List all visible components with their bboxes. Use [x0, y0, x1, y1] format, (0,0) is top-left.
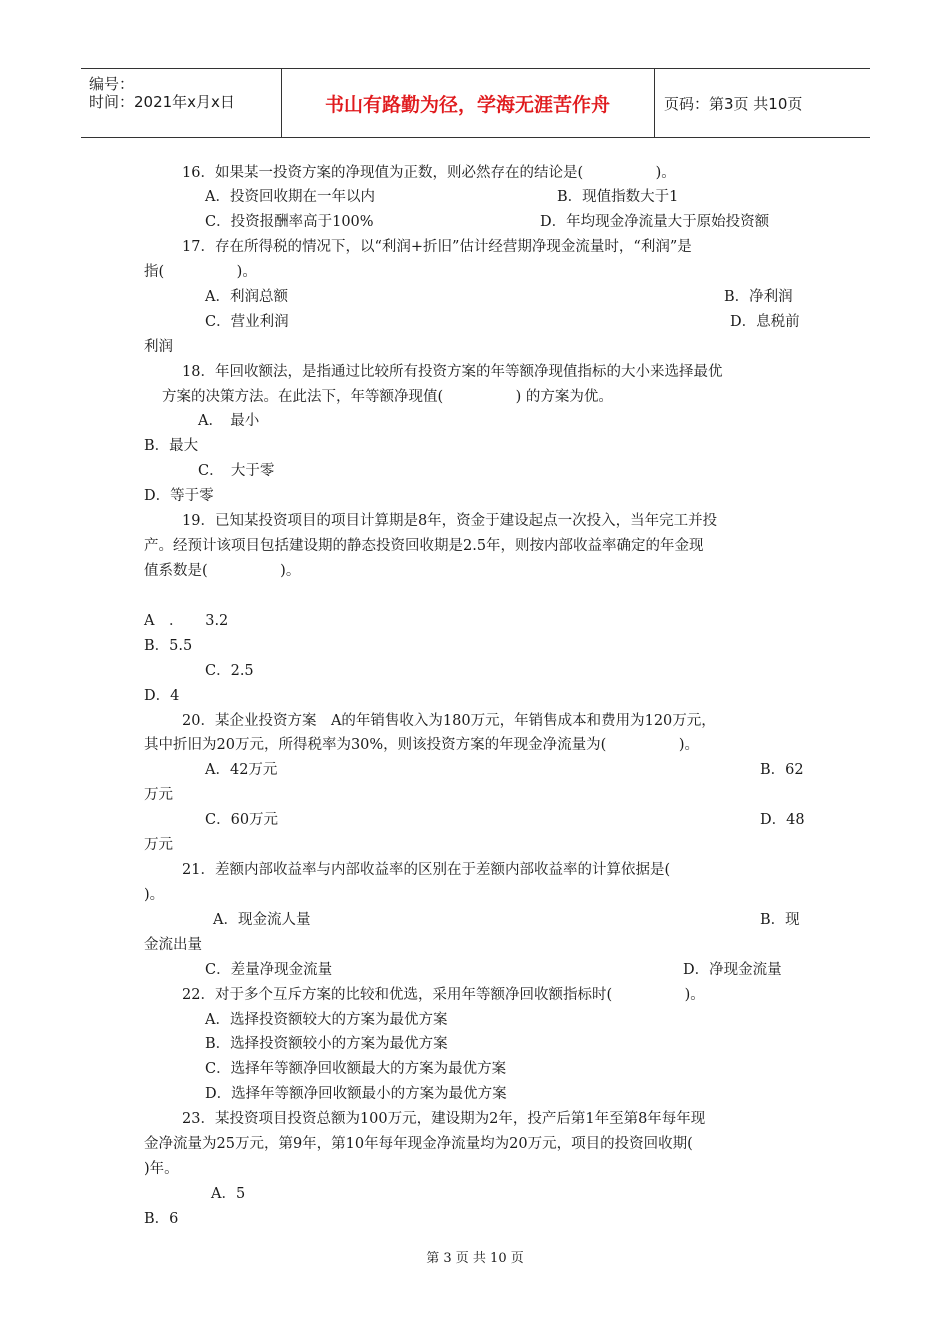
- question-23-cont1: 金净流量为25万元，第9年，第10年每年现金净流量均为20万元，项目的投资回收期(: [144, 1136, 693, 1152]
- question-18: 18．年回收额法，是指通过比较所有投资方案的年等额净现值指标的大小来选择最优: [182, 364, 723, 380]
- question-22: 22．对于多个互斥方案的比较和优选，采用年等额净回收额指标时( )。: [182, 987, 705, 1003]
- option-22a: A．选择投资额较大的方案为最优方案: [205, 1012, 448, 1028]
- option-23a: A．5: [211, 1186, 246, 1202]
- option-17d: D．息税前: [730, 314, 800, 330]
- option-21b: B．现: [760, 912, 800, 928]
- page-header: [81, 68, 870, 138]
- question-19-cont2: 值系数是( )。: [144, 563, 301, 579]
- option-16c: C．投资报酬率高于100%: [205, 214, 374, 230]
- question-21-cont: )。: [144, 887, 165, 903]
- option-19b: B．5.5: [144, 638, 193, 654]
- option-19d: D．4: [144, 688, 180, 704]
- option-21d: D．净现金流量: [683, 962, 782, 978]
- serial-label: 编号：: [89, 75, 135, 93]
- option-16b: B．现值指数大于1: [557, 189, 679, 205]
- option-18b: B．最大: [144, 438, 199, 454]
- option-23b: B．6: [144, 1211, 179, 1227]
- option-20b: B．62: [760, 762, 804, 778]
- option-18c: C． 大于零: [198, 463, 275, 479]
- question-16: 16．如果某一投资方案的净现值为正数，则必然存在的结论是( )。: [182, 165, 676, 181]
- question-23-cont2: )年。: [144, 1161, 179, 1177]
- option-19c: C．2.5: [205, 663, 254, 679]
- question-21: 21．差额内部收益率与内部收益率的区别在于差额内部收益率的计算依据是(: [182, 862, 671, 878]
- header-page-label: 页码：第3页 共10页: [664, 94, 803, 113]
- option-17d-cont: 利润: [144, 339, 173, 355]
- date-label: 时间：2021年x月x日: [89, 93, 235, 111]
- question-20-cont: 其中折旧为20万元，所得税率为30%，则该投资方案的年现金净流量为( )。: [144, 737, 699, 753]
- option-17a: A．利润总额: [205, 289, 288, 305]
- question-23: 23．某投资项目投资总额为100万元，建设期为2年，投产后第1年至第8年每年现: [182, 1111, 706, 1127]
- option-16d: D．年均现金净流量大于原始投资额: [540, 214, 770, 230]
- header-motto: 书山有路勤为径，学海无涯苦作舟: [281, 69, 655, 137]
- page-footer: [0, 1247, 950, 1266]
- option-18a: A． 最小: [198, 413, 260, 429]
- option-21a: A．现金流人量: [213, 912, 311, 928]
- header-left-cell: [81, 69, 282, 137]
- question-17-cont: 指( )。: [144, 264, 257, 280]
- option-22b: B．选择投资额较小的方案为最优方案: [205, 1036, 448, 1052]
- option-20c: C．60万元: [205, 812, 279, 828]
- option-20d-cont: 万元: [144, 837, 173, 853]
- footer-page-number: 第 3 页 共 10 页: [426, 1251, 524, 1266]
- option-22c: C．选择年等额净回收额最大的方案为最优方案: [205, 1061, 507, 1077]
- option-20b-cont: 万元: [144, 787, 173, 803]
- option-21c: C．差量净现金流量: [205, 962, 333, 978]
- option-17c: C．营业利润: [205, 314, 289, 330]
- option-16a: A．投资回收期在一年以内: [205, 189, 375, 205]
- option-20d: D．48: [760, 812, 805, 828]
- option-19a: A ． 3.2: [144, 613, 229, 629]
- option-20a: A．42万元: [205, 762, 278, 778]
- option-22d: D．选择年等额净回收额最小的方案为最优方案: [205, 1086, 507, 1102]
- question-20: 20．某企业投资方案 A的年销售收入为180万元，年销售成本和费用为120万元，: [182, 713, 716, 729]
- question-18-cont: 方案的决策方法。在此法下，年等额净现值( ) 的方案为优。: [162, 389, 613, 405]
- question-19-cont1: 产。经预计该项目包括建设期的静态投资回收期是2.5年，则按内部收益率确定的年金现: [144, 538, 704, 554]
- question-17: 17．存在所得税的情况下，以“利润+折旧”估计经营期净现金流量时，“利润”是: [182, 239, 692, 255]
- option-18d: D．等于零: [144, 488, 214, 504]
- question-19: 19．已知某投资项目的项目计算期是8年，资金于建设起点一次投入，当年完工并投: [182, 513, 718, 529]
- option-21b-cont: 金流出量: [144, 937, 202, 953]
- option-17b: B．净利润: [724, 289, 793, 305]
